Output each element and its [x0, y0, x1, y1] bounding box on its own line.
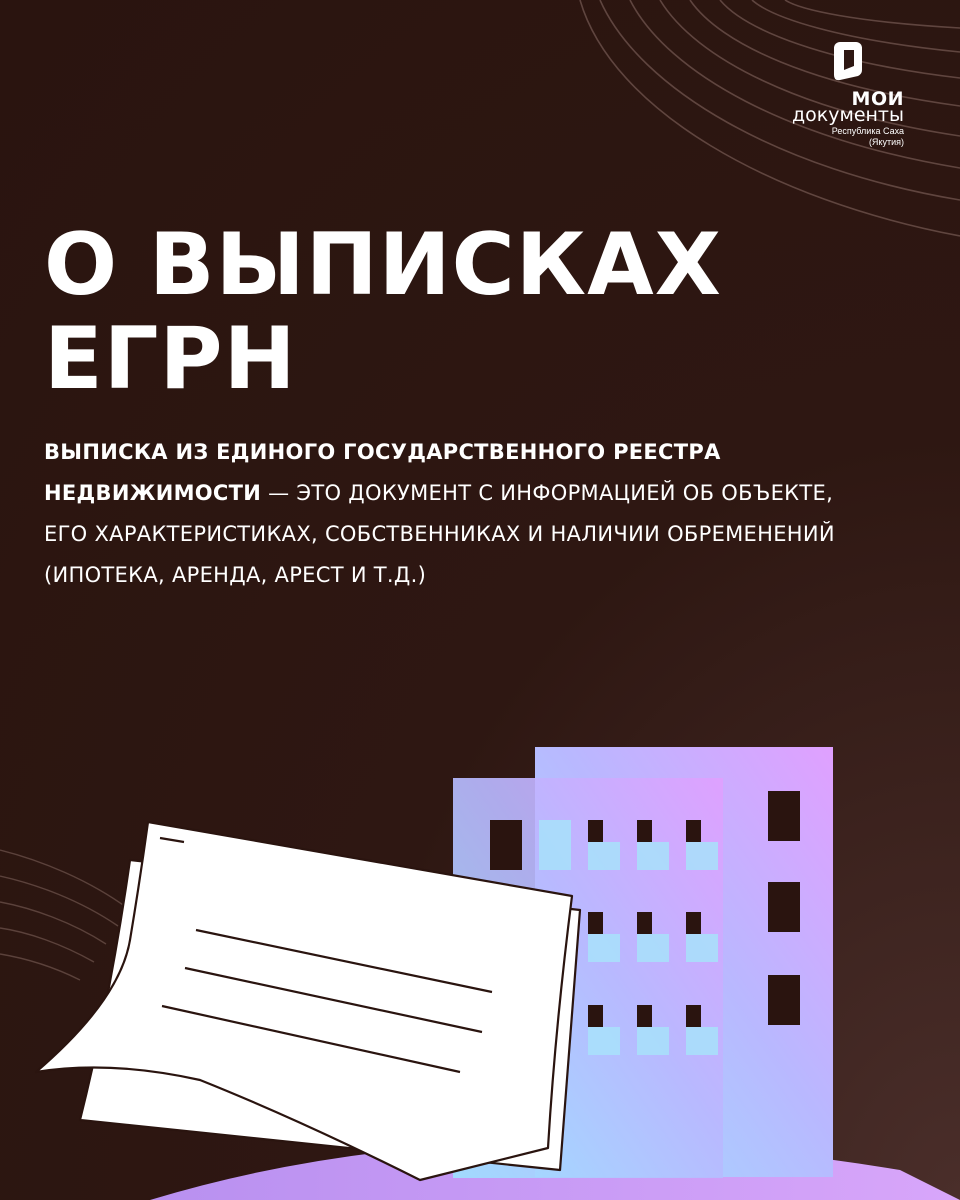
- page-title-line2: ЕГРН: [44, 309, 297, 409]
- description-text: [44, 432, 864, 596]
- logo-region: [784, 126, 904, 148]
- page-title: [44, 215, 722, 409]
- logo-region-line2: (Якутия): [868, 137, 904, 147]
- logo-region-line1: Республика Саха: [831, 126, 904, 136]
- description-rest: — ЭТО ДОКУМЕНТ С ИНФОРМАЦИЕЙ ОБ ОБЪЕКТЕ, ЕГО ХАРАКТЕРИСТИКАХ, СОБСТВЕННИКАХ И НАЛИЧИИ ОБРЕМЕНЕНИЙ (ИПОТЕКА, АРЕНДА, АРЕСТ И Т.Д.): [44, 481, 835, 587]
- page-title-line1: О ВЫПИСКАХ: [44, 215, 722, 315]
- document-bookmark-icon: [832, 40, 864, 82]
- description-bold: ВЫПИСКА ИЗ ЕДИНОГО ГОСУДАРСТВЕННОГО РЕЕСТРА НЕДВИЖИМОСТИ: [44, 440, 721, 505]
- logo-text-dokumenty: документы: [792, 104, 904, 126]
- logo-text-moi: МОИ: [851, 88, 904, 110]
- illustration: [0, 700, 960, 1200]
